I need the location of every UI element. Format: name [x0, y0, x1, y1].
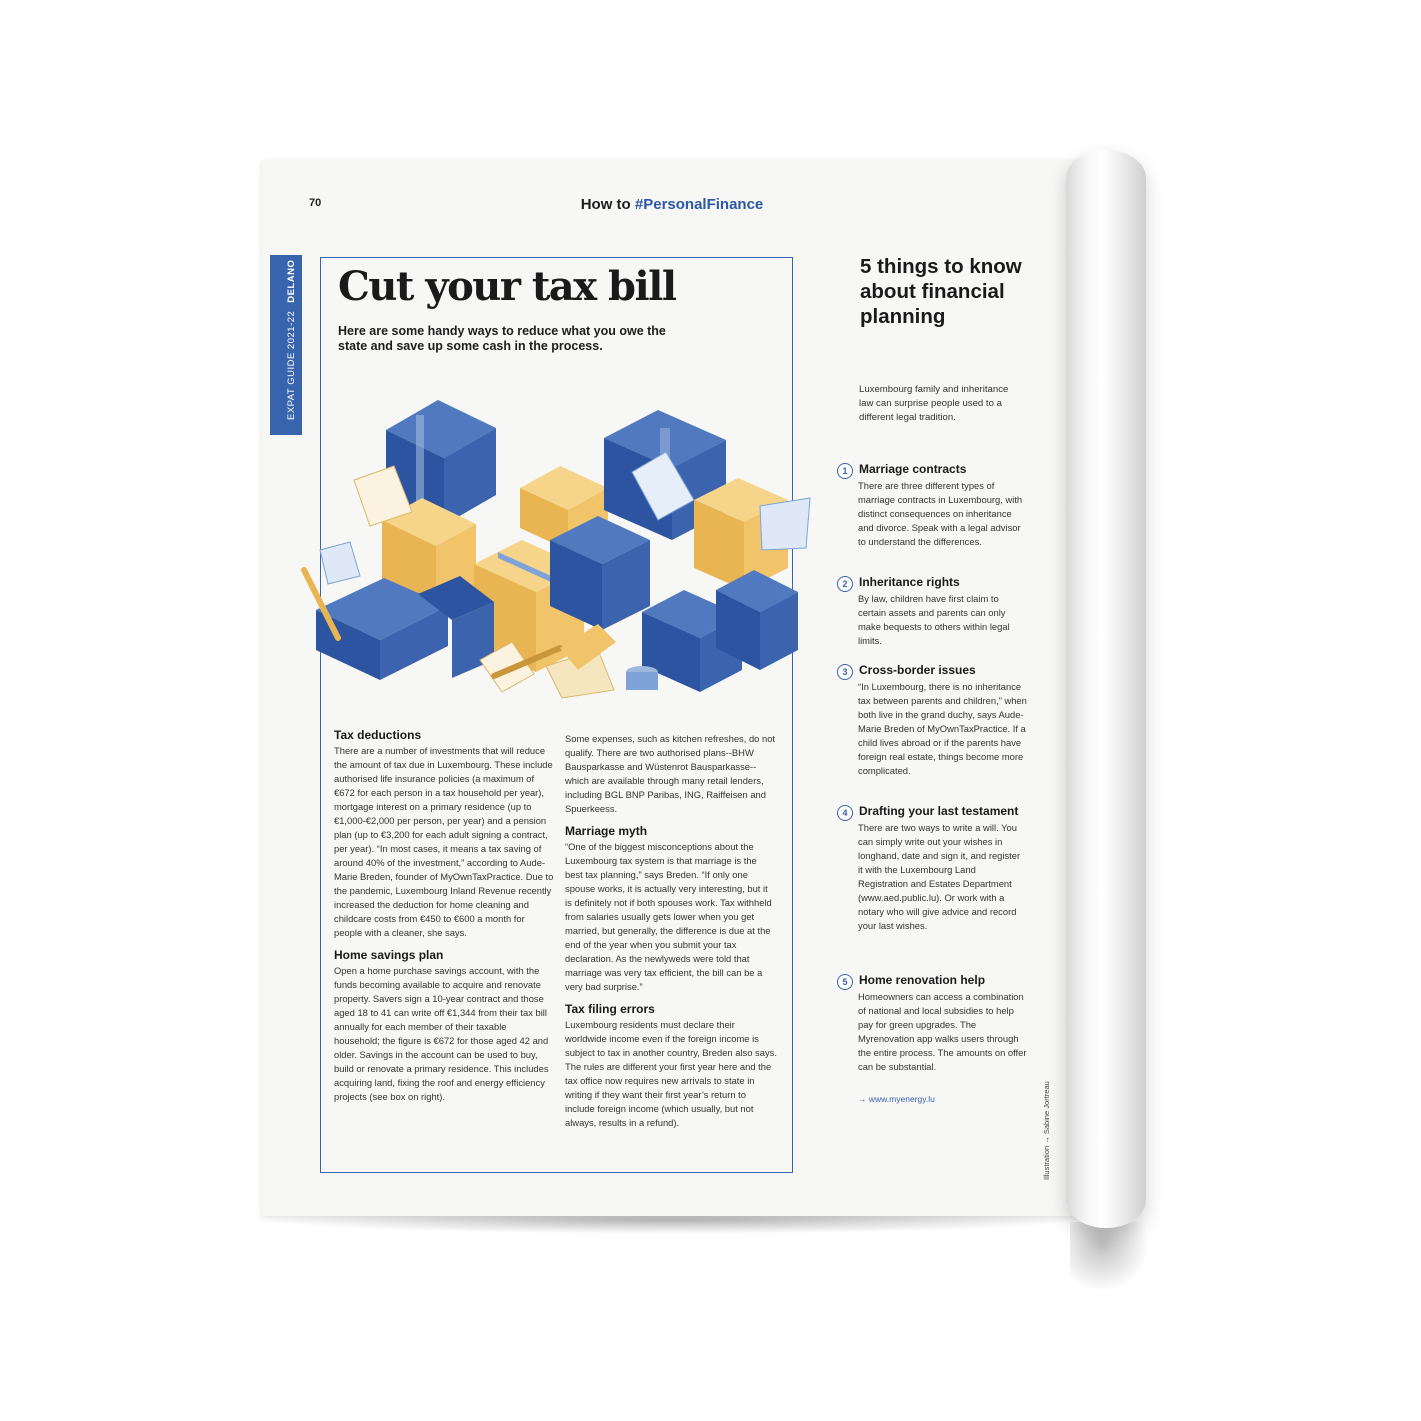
item-heading: Home renovation help	[859, 973, 986, 987]
item-number-badge: 4	[837, 805, 853, 821]
section-heading-tax-filing: Tax filing errors	[565, 1002, 655, 1016]
section-body-tax-filing: Luxembourg residents must declare their worldwide income even if the foreign income is subject to tax in another country, Breden also says. The rules are different your first year here and the tax office now requires new arrivals to state in writing if they want their first year’s return to include foreign income (which usually, but not always, results in a refund).	[565, 1019, 777, 1128]
item-number-badge: 3	[837, 664, 853, 680]
item-number-badge: 2	[837, 576, 853, 592]
article-deck: Here are some handy ways to reduce what you owe the state and save up some cash in the process.	[338, 324, 666, 353]
section-body-marriage-myth: “One of the biggest misconceptions about the Luxembourg tax system is that marriage is the best tax planning,” says Breden. “If only one spouse works, it is actually very interesting, but it is definitely not if both spouses work. Tax withheld from salaries usually gets lower when you get married, but generally, the difference is due at the end of the year when you submit your tax declaration. As the newlyweds were told that marriage was very tax efficient, the bill can be a very bad surprise.”	[565, 841, 772, 992]
item-heading: Inheritance rights	[859, 575, 960, 589]
page-number: 70	[309, 197, 322, 209]
item-number-badge: 1	[837, 463, 853, 479]
sidebar-item-cross-border	[837, 663, 1027, 778]
section-heading-marriage-myth: Marriage myth	[565, 824, 648, 838]
boxes-illustration	[298, 380, 818, 700]
section-hashtag: #PersonalFinance	[634, 196, 764, 213]
sidebar-item-marriage-contracts	[837, 462, 1027, 549]
item-body: Homeowners can access a combination of national and local subsidies to help pay for green upgrades. The Myrenovation app walks users through the entire process. The amounts on offer can be substantial.	[858, 991, 1027, 1072]
side-tab-guide: EXPAT GUIDE 2021-22	[286, 310, 297, 420]
item-heading: Marriage contracts	[859, 462, 967, 476]
sidebar-item-last-testament	[837, 804, 1027, 933]
sidebar-item-inheritance-rights	[837, 575, 1027, 648]
section-prefix: How to	[580, 196, 631, 213]
item-body: There are two ways to write a will. You can simply write out your wishes in longhand, date and sign it, and register it with the Luxembourg Land Registration and Estates Department (www.aed.public.lu). Or work with a notary who will give advice and record your last wishes.	[858, 822, 1021, 931]
section-header	[262, 196, 1082, 213]
article-column-right	[565, 732, 777, 1138]
item-body: There are three different types of marriage contracts in Luxembourg, with distinct consequences on inheritance and divorce. Speak with a legal advisor to understand the differences.	[858, 480, 1023, 547]
item-body: “In Luxembourg, there is no inheritance tax between parents and children,” when both live in the grand duchy, says Aude-Marie Breden of MyOwnTaxPractice. If a child lives abroad or if the parents have foreign real estate, things become more complicated.	[858, 681, 1027, 776]
section-heading-home-savings: Home savings plan	[334, 948, 444, 962]
section-body-tax-deductions: There are a number of investments that will reduce the amount of tax due in Luxembourg. These include authorised life insurance policies (a maximum of €672 for each person in a tax household per year), mortgage interest on a primary residence (up to €1,000-€2,000 per person, per year) and a pension plan (up to €3,200 for each adult signing a contract, per year). “In most cases, it means a tax saving of around 40% of the investment,” according to Aude-Marie Breden, founder of MyOwnTaxPractice. Due to the pandemic, Luxembourg Inland Revenue recently increased the deduction for home cleaning and childcare costs from €450 to €600 a month for people with a cleaner, she says.	[334, 745, 554, 938]
section-body-home-savings: Open a home purchase savings account, with the funds becoming available to acquire and renovate property. Savers sign a 10-year contract and those aged 18 to 41 can write off €1,344 from their tax bill annually for each member of their taxable household; the figure is €672 for those aged 42 and older. Savings in the account can be used to buy, build or renovate a primary residence. This includes acquiring land, fixing the roof and energy efficiency projects (see box on right).	[334, 965, 549, 1102]
item-heading: Drafting your last testament	[859, 804, 1019, 818]
sidebar-intro: Luxembourg family and inheritance law can surprise people used to a different legal tradition.	[859, 384, 1009, 423]
article-column-left	[334, 728, 554, 1112]
roll-shadow	[1070, 1222, 1150, 1292]
item-body: By law, children have first claim to certain assets and parents can only make bequests to others within legal limits.	[858, 593, 1010, 646]
section-heading-tax-deductions: Tax deductions	[334, 728, 422, 742]
item-number-badge: 5	[837, 974, 853, 990]
box-illustration-group	[304, 400, 810, 698]
side-tab-label	[286, 260, 297, 420]
article-title: Cut your tax bill	[338, 263, 676, 310]
illustration-credit: Illustration → Sabine Jortreau	[1042, 1081, 1051, 1180]
myenergy-link[interactable]: → www.myenergy.lu	[858, 1094, 935, 1104]
sidebar-title: 5 things to know about financial planning	[860, 255, 1022, 328]
page-roll-curl	[1066, 150, 1146, 1228]
magazine-page	[262, 160, 1082, 1216]
item-heading: Cross-border issues	[859, 663, 976, 677]
section-body-continued: Some expenses, such as kitchen refreshes, do not qualify. There are two authorised plans--BHW Bausparkasse and Wüstenrot Bausparkasse--which are available through many retail lenders, including BGL BNP Paribas, ING, Raiffeisen and Spuerkeess.	[565, 733, 776, 814]
side-tab-brand: DELANO	[286, 259, 297, 303]
sidebar-item-home-renovation	[837, 973, 1027, 1074]
